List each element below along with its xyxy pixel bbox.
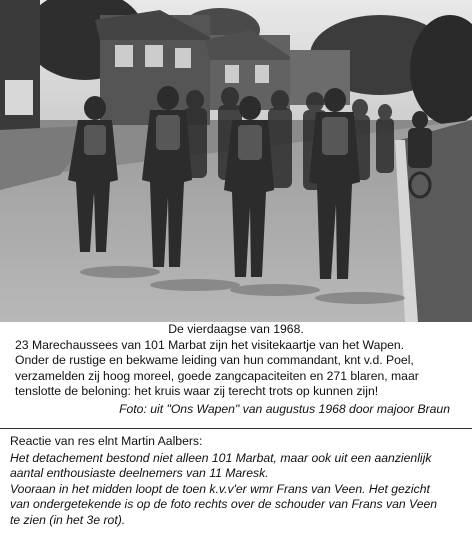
reaction-line: aantal enthousiaste deelnemers van 11 Maresk. xyxy=(10,466,269,480)
caption-title: De vierdaagse van 1968. xyxy=(168,322,304,336)
reaction-heading: Reactie van res elnt Martin Aalbers: xyxy=(10,434,203,448)
caption-line: 23 Marechaussees van 101 Marbat zijn het visitekaartje van het Wapen. xyxy=(15,337,405,352)
reaction-section xyxy=(10,434,468,528)
reaction-text xyxy=(10,451,468,529)
reaction-line: Het detachement bestond niet alleen 101 Marbat, maar ook uit een aanzienlijk xyxy=(10,450,432,465)
caption-line: verzamelden zij hoog moreel, goede zangcapaciteiten en 271 blaren, maar xyxy=(15,368,419,383)
caption-body xyxy=(15,338,467,400)
photo-credit: Foto: uit "Ons Wapen" van augustus 1968 door majoor Braun xyxy=(119,401,450,416)
photo-caption xyxy=(0,322,472,429)
divider-line xyxy=(0,428,472,429)
reaction-line: Vooraan in het midden loopt de toen k.v.v'er wmr Frans van Veen. Het gezicht xyxy=(10,481,430,496)
caption-line: tenslotte de beloning: het kruis waar zij terecht trots op kunnen zijn! xyxy=(15,384,379,398)
reaction-line: te zien (in het 3e rot). xyxy=(10,512,126,527)
caption-line: Onder de rustige en bekwame leiding van hun commandant, knt v.d. Poel, xyxy=(15,353,414,367)
reaction-line: van ondergetekende is op de foto rechts over de schouder van Frans van Veen xyxy=(10,497,438,511)
